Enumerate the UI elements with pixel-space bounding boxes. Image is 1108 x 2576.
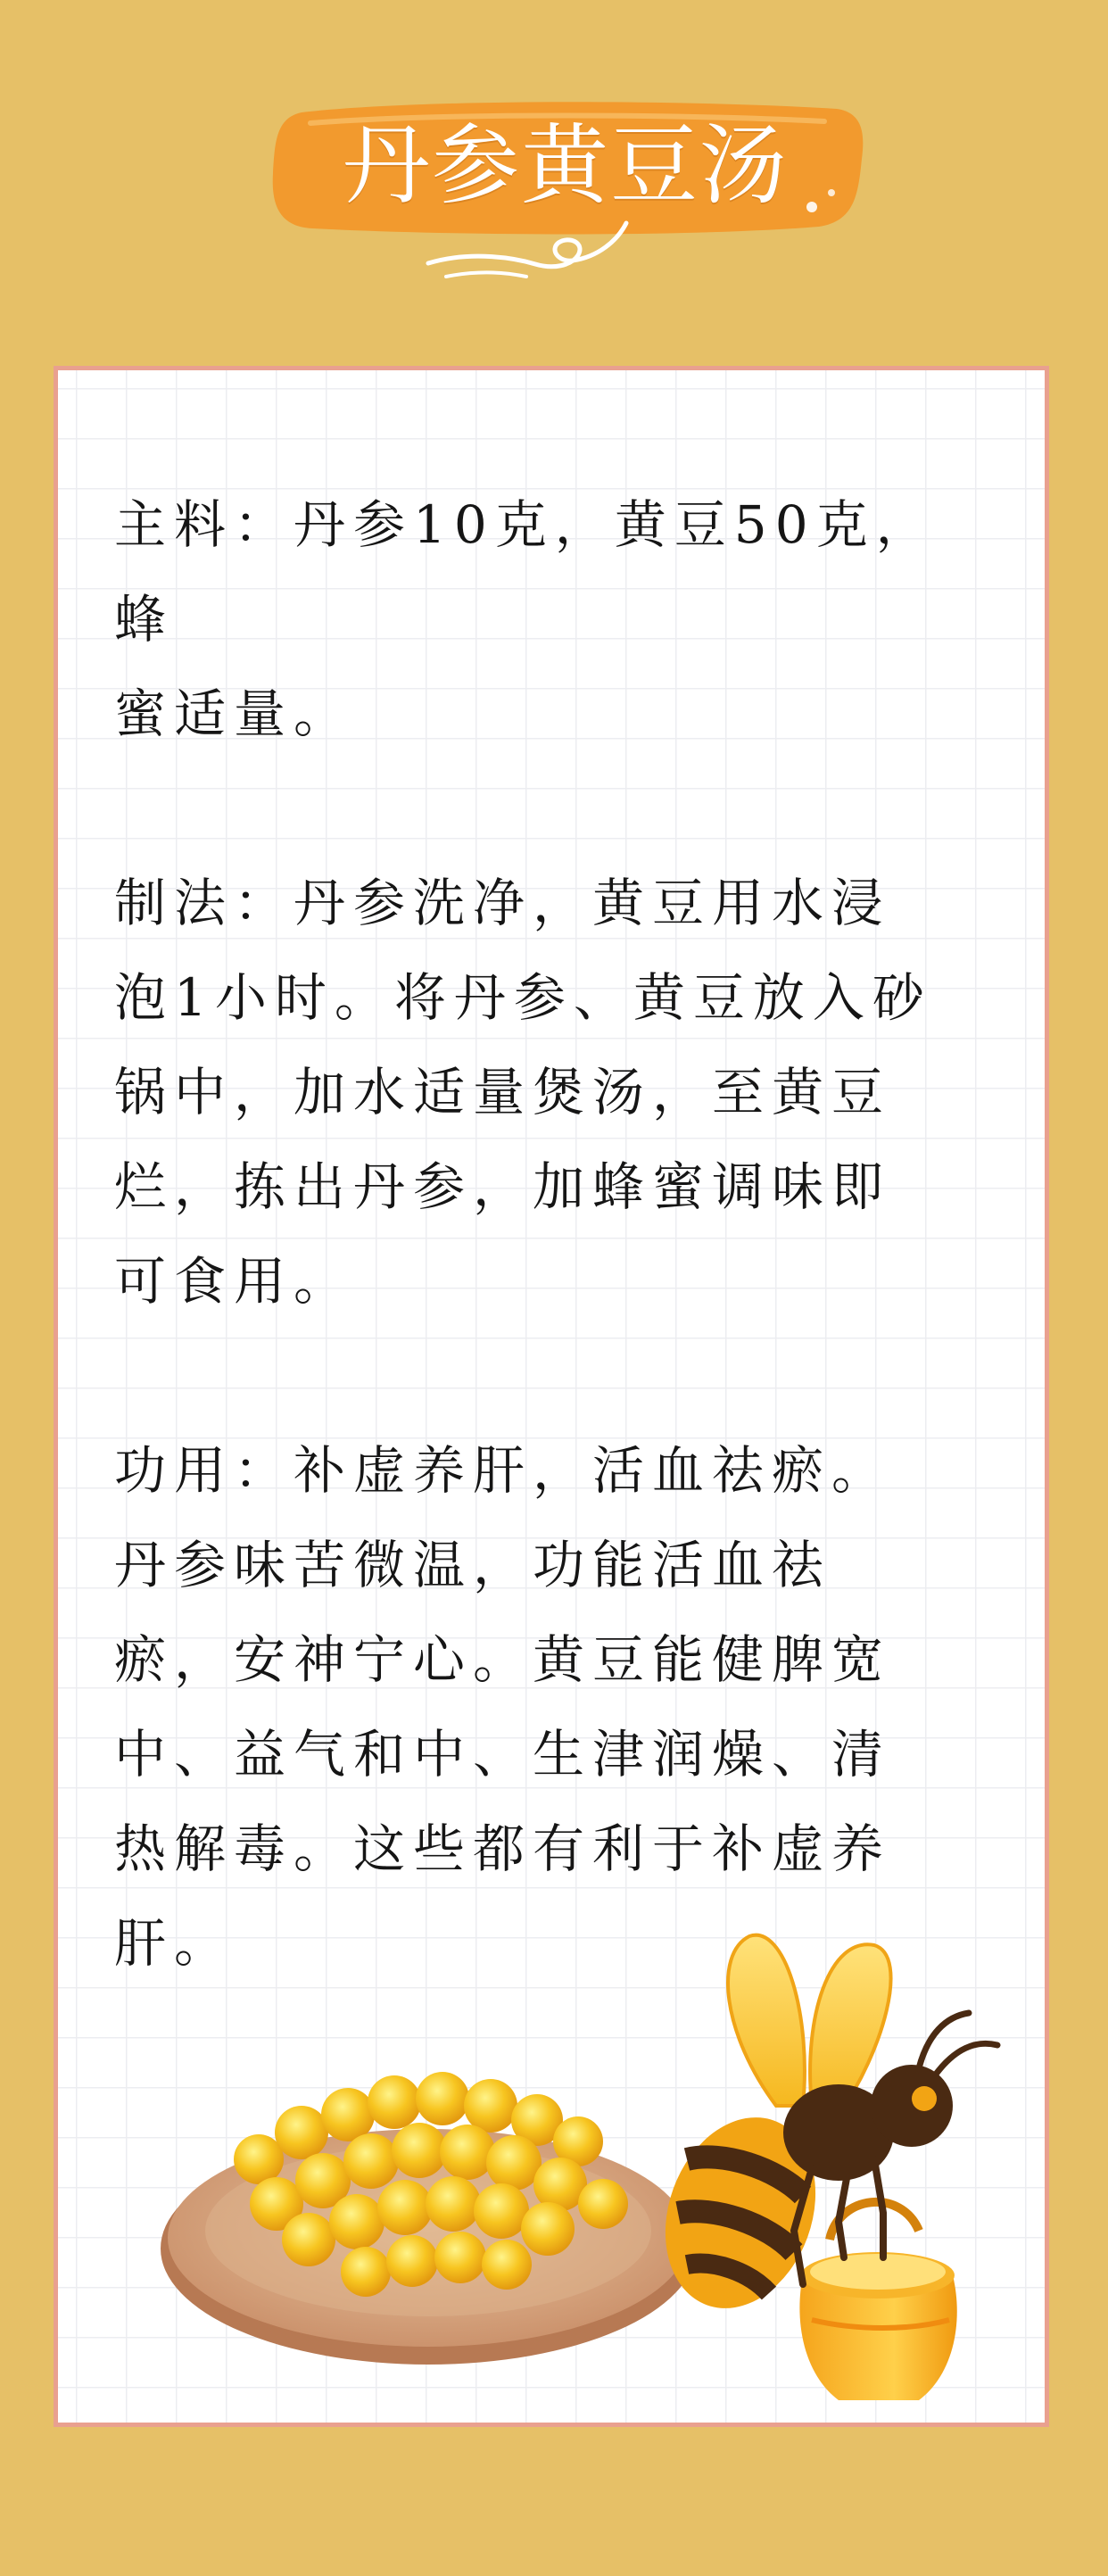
swirl-ornament-icon — [419, 214, 633, 294]
benefits-paragraph: 功用：补虚养肝，活血祛瘀。 丹参味苦微温，功能活血祛 瘀，安神宁心。黄豆能健脾宽 中、益气和中、生津润燥、清 热解毒。这些都有利于补虚养 肝。 — [114, 1440, 892, 1974]
bee-soybeans-honey-pot-illustration — [98, 1838, 1026, 2427]
method-paragraph: 制法：丹参洗净，黄豆用水浸 泡1小时。将丹参、黄豆放入砂 锅中，加水适量煲汤，至黄豆 烂，拣出丹参，加蜂蜜调味即 可食用。 — [114, 873, 932, 1312]
page-title: 丹参黄豆汤 — [342, 115, 789, 217]
honey-pot-icon — [799, 2202, 956, 2400]
ingredients-paragraph: 主料：丹参10克，黄豆50克，蜂 蜜适量。 — [114, 494, 936, 744]
